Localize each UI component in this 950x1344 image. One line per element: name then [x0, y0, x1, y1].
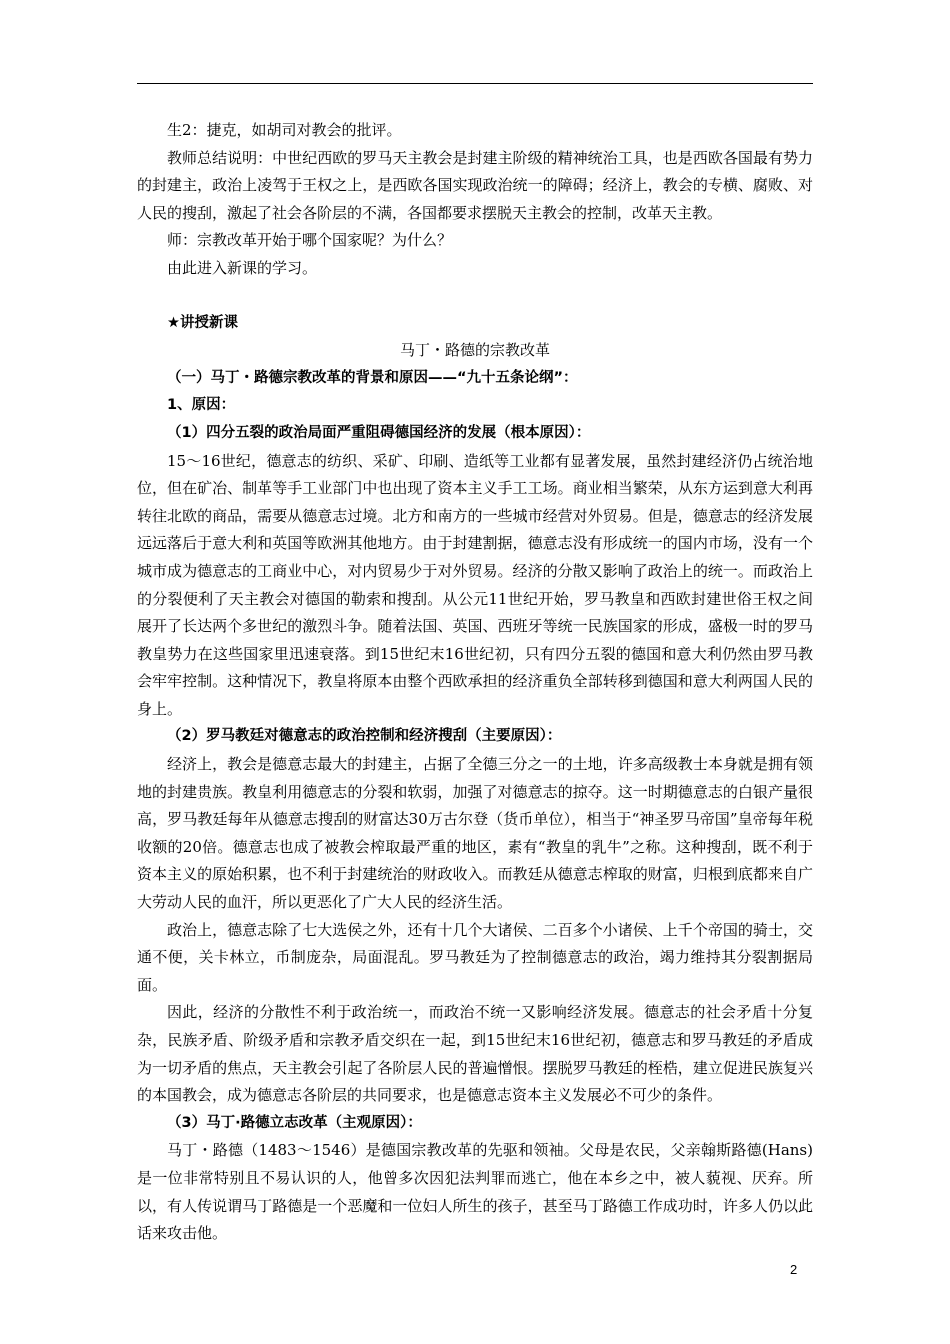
reasons-heading: 1、原因： — [167, 397, 236, 414]
paragraph-student2: 生2：捷克，如胡司对教会的批评。 — [167, 121, 402, 139]
paragraph-transition: 由此进入新课的学习。 — [167, 258, 318, 277]
reason1-heading: （1）四分五裂的政治局面严重阻碍德国经济的发展（根本原因）： — [167, 424, 591, 441]
header-rule — [137, 83, 813, 84]
reason2-heading: （2）罗马教廷对德意志的政治控制和经济搜刮（主要原因）： — [167, 728, 562, 745]
part1-heading: （一）马丁・路德宗教改革的背景和原因——“九十五条论纲”： — [167, 369, 578, 386]
reason3-text: 马丁・路德（1483～1546）是德国宗教改革的先驱和领袖。父母是农民，父亲翰斯路德(Hans) 是一位非常特别且不易认识的人，他曾多次因犯法判罪而逃亡，他在本乡之中，被人藐视、厌弃。所以，有人传说谓马丁路德是一个恶魔和一位妇人所生的孩子，甚至马丁路德工作成功时，许多人仍以此话来攻击他。 — [137, 1141, 813, 1243]
paragraph-teacher-question: 师：宗教改革开始于哪个国家呢？为什么？ — [167, 231, 453, 250]
reason2-economic-text: 经济上，教会是德意志最大的封建主，占据了全德三分之一的土地，许多高级教士本身就是拥有领地的封建贵族。教皇利用德意志的分裂和软弱，加强了对德意志的掠夺。这一时期德意志的白银产量很高，罗马教廷每年从德意志搜刮的财富达30万古尔登（货币单位），相当于“神圣罗马帝国”皇帝每年税收额的20倍。德意志也成了被教会榨取最严重的地区，素有“教皇的乳牛”之称。这种搜刮，既不利于资本主义的原始积累，也不利于封建统治的财政收入。而教廷从德意志榨取的财富，归根到底都来自广大劳动人民的血汗，所以更恶化了广大人民的经济生活。 — [137, 755, 813, 912]
reason2-conclusion-text: 因此，经济的分散性不利于政治统一，而政治不统一又影响经济发展。德意志的社会矛盾十分复杂，民族矛盾、阶级矛盾和宗教矛盾交织在一起，到15世纪末16世纪初，德意志和罗马教廷的矛盾成为一切矛盾的焦点，天主教会引起了各阶层人民的普遍憎恨。摆脱罗马教廷的桎梏，建立促进民族复兴的本国教会，成为德意志各阶层的共同要求，也是德意志资本主义发展必不可少的条件。 — [137, 1003, 813, 1105]
page-number: 2 — [790, 1262, 798, 1277]
reason3-heading: （3）马丁·路德立志改革（主观原因）： — [167, 1114, 422, 1131]
reason1-text: 15～16世纪，德意志的纺织、采矿、印刷、造纸等工业都有显著发展，虽然封建经济仍占统治地位，但在矿冶、制革等手工业部门中也出现了资本主义手工工场。商业相当繁荣，从东方运到意大利再转往北欧的商品，需要从德意志过境。北方和南方的一些城市经营对外贸易。但是，德意志的经济发展远远落后于意大利和英国等欧洲其他地方。由于封建割据，德意志没有形成统一的国内市场，没有一个城市成为德意志的工商业中心，对内贸易少于对外贸易。经济的分散又影响了政治上的统一。而政治上的分裂便利了天主教会对德国的勒索和搜刮。从公元11世纪开始，罗马教皇和西欧封建世俗王权之间展开了长达两个多世纪的激烈斗争。随着法国、英国、西班牙等统一民族国家的形成，盛极一时的罗马教皇势力在这些国家里迅速衰落。到15世纪末16世纪初，只有四分五裂的德国和意大利仍然由罗马教会牢牢控制。这种情况下，教皇将原本由整个西欧承担的经济重负全部转移到德国和意大利两国人民的身上。 — [137, 451, 813, 718]
document-body — [137, 117, 813, 1248]
reason2-political-text: 政治上，德意志除了七大选侯之外，还有十几个大诸侯、二百多个小诸侯、上千个帝国的骑士，交通不便，关卡林立，币制庞杂，局面混乱。罗马教廷为了控制德意志的政治，竭力维持其分裂割据局面。 — [137, 920, 813, 994]
lesson-title: 马丁・路德的宗教改革 — [399, 341, 550, 360]
section-heading: ★讲授新课 — [167, 314, 238, 331]
paragraph-teacher-summary: 教师总结说明：中世纪西欧的罗马天主教会是封建主阶级的精神统治工具，也是西欧各国最有势力的封建主，政治上凌驾于王权之上，是西欧各国实现政治统一的障碍；经济上，教会的专横、腐败、对人民的搜刮，激起了社会各阶层的不满，各国都要求摆脱天主教会的控制，改革天主教。 — [137, 148, 813, 222]
